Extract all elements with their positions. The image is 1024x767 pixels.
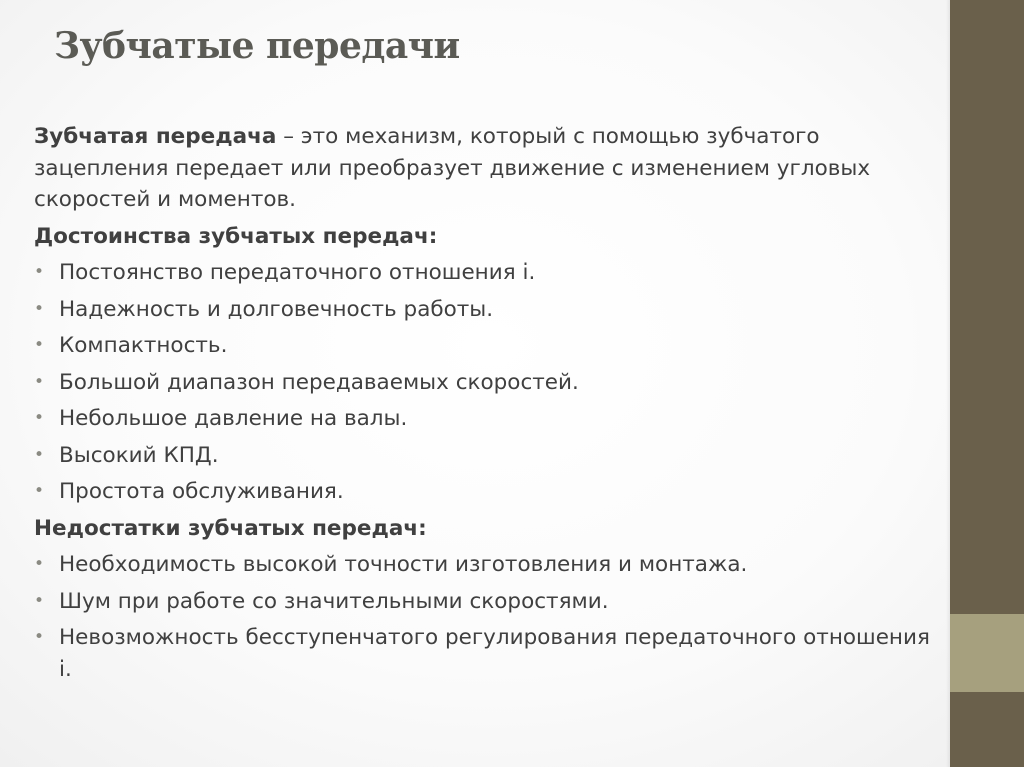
bullet-icon: •: [34, 262, 45, 282]
advantages-list: [34, 257, 934, 508]
bullet-icon: •: [34, 371, 45, 392]
list-item-text: Необходимость высокой точности изготовления и монтажа.: [59, 552, 748, 577]
list-item: [34, 549, 934, 581]
list-item: [34, 622, 934, 685]
list-item-text: Высокий КПД.: [59, 442, 219, 468]
list-item: [34, 257, 934, 289]
list-item-text: Простота обслуживания.: [59, 479, 344, 504]
list-item: [34, 586, 934, 618]
bullet-icon: •: [34, 627, 45, 647]
definition-paragraph: [34, 121, 934, 216]
definition-text: – это механизм, который с помощью зубчатого зацепления передает или преобразует движение с изменением угловых скоростей и моментов.: [34, 124, 871, 212]
sidebar-accent-block: [950, 614, 1024, 692]
list-item-text: Небольшое давление на валы.: [59, 406, 408, 431]
list-item-text: Большой диапазон передаваемых скоростей.: [59, 369, 579, 395]
slide-title: Зубчатые передачи: [54, 25, 460, 67]
bullet-icon: •: [34, 590, 45, 611]
list-item-text: Шум при работе со значительными скоростями.: [59, 588, 609, 614]
list-item: [34, 440, 934, 472]
disadvantages-list: [34, 549, 934, 685]
bullet-icon: •: [34, 554, 45, 574]
bullet-icon: •: [34, 298, 45, 319]
advantages-heading: Достоинства зубчатых передач:: [34, 223, 438, 249]
bullet-icon: •: [34, 408, 45, 428]
list-item: [34, 367, 934, 399]
list-item: [34, 294, 934, 326]
list-item-text: Постоянство передаточного отношения i.: [59, 260, 536, 285]
bullet-icon: •: [34, 444, 45, 465]
list-item-text: Надежность и долговечность работы.: [59, 296, 494, 322]
list-item: [34, 476, 934, 508]
list-item-text: Невозможность бесступенчатого регулирования передаточного отношения i.: [59, 625, 930, 682]
disadvantages-heading: Недостатки зубчатых передач:: [34, 515, 427, 541]
list-item: [34, 330, 934, 362]
list-item-text: Компактность.: [59, 333, 228, 358]
bullet-icon: •: [34, 481, 45, 501]
bullet-icon: •: [34, 335, 45, 355]
slide-body: [34, 121, 934, 690]
definition-term: Зубчатая передача: [34, 124, 277, 149]
list-item: [34, 403, 934, 435]
